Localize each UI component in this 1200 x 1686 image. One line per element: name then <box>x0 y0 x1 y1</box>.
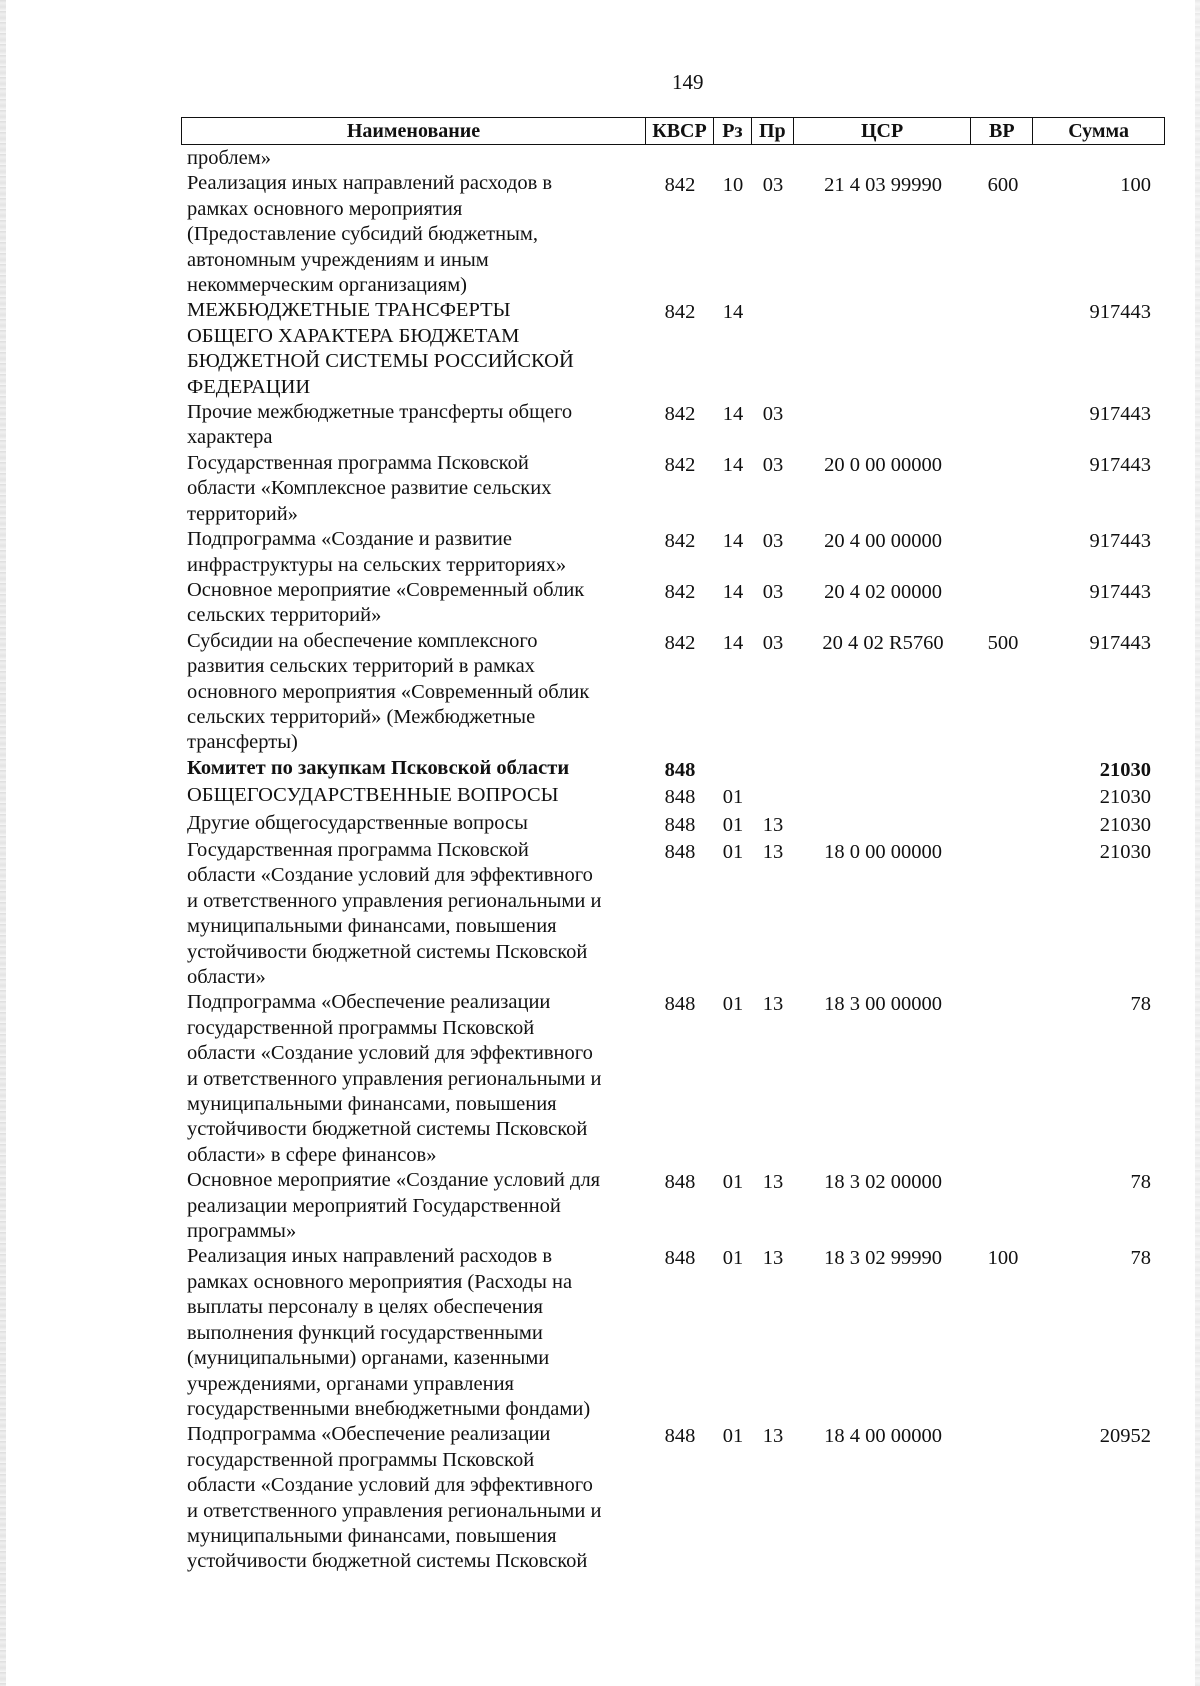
cell-name <box>181 451 646 527</box>
cell-rz: 14 <box>722 580 744 603</box>
cell-name-line: устойчивости бюджетной системы Псковской <box>187 940 588 963</box>
cell-name-line: Государственная программа Псковской <box>187 451 529 474</box>
cell-csr: 18 4 00 00000 <box>824 1425 942 1448</box>
cell-name-line: Прочие межбюджетные трансферты общего <box>187 401 573 424</box>
cell-pr <box>752 298 794 400</box>
cell-name-line: реализации мероприятий Государственной <box>187 1194 561 1217</box>
cell-name-line: Подпрограмма «Создание и развитие <box>187 528 512 551</box>
header-name: Наименование <box>182 118 646 144</box>
cell-csr: 18 3 00 00000 <box>824 993 942 1016</box>
page-number: 149 <box>672 70 704 94</box>
cell-pr: 13 <box>762 1171 784 1194</box>
cell-name <box>181 298 646 400</box>
cell-name-line: области» в сфере финансов» <box>187 1143 437 1166</box>
cell-name-line: выполнения функций государственными <box>187 1321 543 1344</box>
cell-vr <box>972 1168 1034 1244</box>
cell-rz: 01 <box>722 1171 744 1194</box>
cell-vr <box>972 990 1034 1168</box>
cell-name-line: устойчивости бюджетной системы Псковской <box>187 1118 588 1141</box>
cell-name-line: и ответственного управления региональными и <box>187 1067 602 1090</box>
cell-rz: 14 <box>722 631 744 654</box>
cell-name-line: Основное мероприятие «Создание условий для <box>187 1169 601 1192</box>
cell-vr <box>972 756 1034 783</box>
table-row <box>181 783 1165 810</box>
cell-rz: 01 <box>722 1247 744 1270</box>
cell-name-line: Основное мероприятие «Современный облик <box>187 578 585 601</box>
cell-name-line: инфраструктуры на сельских территориях» <box>187 553 567 576</box>
cell-name-line: Другие общегосударственные вопросы <box>187 811 528 834</box>
cell-name-line: устойчивости бюджетной системы Псковской <box>187 1550 588 1573</box>
table-row <box>181 578 1165 629</box>
cell-name <box>181 1422 646 1574</box>
cell-sum: 78 <box>1130 993 1151 1016</box>
cell-name-line: развития сельских территорий в рамках <box>187 655 535 678</box>
cell-kvsr: 848 <box>664 993 696 1016</box>
cell-name <box>181 756 646 783</box>
cell-sum: 917443 <box>1089 580 1151 603</box>
table-row <box>181 838 1165 990</box>
cell-sum: 21030 <box>1099 813 1151 836</box>
cell-sum: 21030 <box>1099 758 1151 781</box>
table-row <box>181 451 1165 527</box>
cell-name-line: ОБЩЕГО ХАРАКТЕРА БЮДЖЕТАМ <box>187 324 520 347</box>
cell-csr: 18 3 02 00000 <box>824 1171 942 1194</box>
cell-name-line: муниципальными финансами, повышения <box>187 1524 557 1547</box>
cell-name-line: трансферты) <box>187 731 298 754</box>
cell-name <box>181 629 646 756</box>
table-row <box>181 146 1165 171</box>
cell-vr <box>972 783 1034 810</box>
cell-name-line: МЕЖБЮДЖЕТНЫЕ ТРАНСФЕРТЫ <box>187 299 511 322</box>
cell-name-line: БЮДЖЕТНОЙ СИСТЕМЫ РОССИЙСКОЙ <box>187 350 574 373</box>
cell-sum <box>1034 146 1165 171</box>
cell-sum: 917443 <box>1089 403 1151 426</box>
cell-name-line: области «Создание условий для эффективного <box>187 1474 593 1497</box>
cell-csr <box>794 400 972 451</box>
cell-name-line: территорий» <box>187 502 298 525</box>
cell-name-line: ФЕДЕРАЦИИ <box>187 375 311 398</box>
table-row <box>181 1168 1165 1244</box>
cell-name-line: и ответственного управления региональными и <box>187 1499 602 1522</box>
cell-kvsr: 842 <box>664 403 696 426</box>
cell-pr: 13 <box>762 840 784 863</box>
cell-rz: 14 <box>722 530 744 553</box>
cell-vr <box>972 838 1034 990</box>
cell-kvsr: 842 <box>664 580 696 603</box>
header-sum: Сумма <box>1068 119 1130 142</box>
cell-kvsr: 848 <box>664 786 696 809</box>
cell-name-line: сельских территорий» <box>187 604 382 627</box>
table-row <box>181 527 1165 578</box>
cell-name <box>181 783 646 810</box>
cell-vr <box>972 578 1034 629</box>
table-row <box>181 298 1165 400</box>
cell-name-line: ОБЩЕГОСУДАРСТВЕННЫЕ ВОПРОСЫ <box>187 784 559 807</box>
cell-sum: 917443 <box>1089 301 1151 324</box>
cell-name-line: Подпрограмма «Обеспечение реализации <box>187 1423 551 1446</box>
cell-sum: 917443 <box>1089 530 1151 553</box>
header-csr: ЦСР <box>794 118 972 144</box>
cell-pr: 03 <box>762 580 784 603</box>
cell-name-line: Реализация иных направлений расходов в <box>187 1245 553 1268</box>
cell-kvsr: 848 <box>664 1425 696 1448</box>
cell-pr <box>752 146 794 171</box>
cell-kvsr: 848 <box>664 1171 696 1194</box>
cell-name-line: программы» <box>187 1220 297 1243</box>
table-row <box>181 756 1165 783</box>
cell-kvsr <box>646 146 714 171</box>
cell-pr <box>752 783 794 810</box>
cell-name <box>181 527 646 578</box>
cell-name <box>181 146 646 171</box>
cell-name-line: автономным учреждениям и иным <box>187 248 489 271</box>
cell-name-line: государственной программы Псковской <box>187 1448 535 1471</box>
cell-vr: 100 <box>987 1247 1019 1270</box>
cell-kvsr: 848 <box>664 813 696 836</box>
cell-csr: 18 0 00 00000 <box>824 840 942 863</box>
cell-pr: 03 <box>762 631 784 654</box>
cell-name-line: (Предоставление субсидий бюджетным, <box>187 223 538 246</box>
table-body <box>181 146 1165 1575</box>
table-row <box>181 811 1165 838</box>
cell-kvsr: 848 <box>664 758 696 781</box>
header-kvsr: КВСР <box>646 118 714 144</box>
cell-vr: 500 <box>987 631 1019 654</box>
cell-rz: 01 <box>722 813 744 836</box>
cell-sum: 21030 <box>1099 840 1151 863</box>
cell-pr <box>752 756 794 783</box>
cell-name-line: Подпрограмма «Обеспечение реализации <box>187 991 551 1014</box>
cell-name-line: муниципальными финансами, повышения <box>187 1093 557 1116</box>
cell-name <box>181 811 646 838</box>
cell-vr <box>972 451 1034 527</box>
cell-kvsr: 848 <box>664 1247 696 1270</box>
cell-name <box>181 1244 646 1422</box>
cell-name <box>181 171 646 298</box>
scan-edge-left <box>0 0 6 1686</box>
cell-vr <box>972 146 1034 171</box>
cell-name-line: государственными внебюджетными фондами) <box>187 1397 591 1420</box>
cell-rz <box>714 756 752 783</box>
cell-rz: 01 <box>722 1425 744 1448</box>
header-pr: Пр <box>752 118 794 144</box>
cell-rz <box>714 146 752 171</box>
cell-pr: 03 <box>762 174 784 197</box>
cell-csr <box>794 146 972 171</box>
cell-pr: 13 <box>762 1425 784 1448</box>
cell-name-line: учреждениями, органами управления <box>187 1372 514 1395</box>
cell-name-line: Комитет по закупкам Псковской области <box>187 756 570 779</box>
cell-name <box>181 1168 646 1244</box>
cell-kvsr: 848 <box>664 840 696 863</box>
cell-name-line: области» <box>187 966 266 988</box>
cell-sum: 917443 <box>1089 453 1151 476</box>
cell-name-line: рамках основного мероприятия (Расходы на <box>187 1270 573 1293</box>
cell-kvsr: 842 <box>664 530 696 553</box>
cell-name <box>181 400 646 451</box>
cell-sum: 21030 <box>1099 786 1151 809</box>
cell-sum: 78 <box>1130 1171 1151 1194</box>
cell-name-line: основного мероприятия «Современный облик <box>187 680 590 703</box>
cell-pr: 13 <box>762 813 784 836</box>
table-row <box>181 990 1165 1168</box>
cell-kvsr: 842 <box>664 453 696 476</box>
cell-name-line: государственной программы Псковской <box>187 1016 535 1039</box>
table-row <box>181 1244 1165 1422</box>
cell-pr: 13 <box>762 1247 784 1270</box>
cell-name-line: рамках основного мероприятия <box>187 197 463 220</box>
cell-name-line: муниципальными финансами, повышения <box>187 915 557 938</box>
cell-rz: 01 <box>722 993 744 1016</box>
cell-name-line: характера <box>187 426 273 449</box>
cell-name-line: области «Комплексное развитие сельских <box>187 477 552 500</box>
cell-rz: 10 <box>722 174 744 197</box>
cell-name-line: Субсидии на обеспечение комплексного <box>187 629 538 652</box>
cell-pr: 03 <box>762 453 784 476</box>
table-row <box>181 171 1165 298</box>
cell-rz: 01 <box>722 840 744 863</box>
cell-csr: 20 4 02 R5760 <box>822 631 944 654</box>
cell-rz: 14 <box>722 453 744 476</box>
cell-csr: 20 0 00 00000 <box>824 453 942 476</box>
table-row <box>181 1422 1165 1574</box>
cell-vr <box>972 1422 1034 1574</box>
cell-vr <box>972 811 1034 838</box>
cell-sum: 100 <box>1120 174 1151 197</box>
cell-rz: 01 <box>722 786 744 809</box>
cell-kvsr: 842 <box>664 301 696 324</box>
cell-name-line: выплаты персоналу в целях обеспечения <box>187 1296 543 1319</box>
header-rz: Рз <box>714 118 752 144</box>
cell-csr <box>794 298 972 400</box>
cell-name-line: Реализация иных направлений расходов в <box>187 172 553 195</box>
cell-vr: 600 <box>987 174 1019 197</box>
cell-kvsr: 842 <box>664 174 696 197</box>
cell-csr: 20 4 00 00000 <box>824 530 942 553</box>
cell-name-line: сельских территорий» (Межбюджетные <box>187 705 536 728</box>
cell-name-line: проблем» <box>187 147 271 169</box>
cell-name-line: Государственная программа Псковской <box>187 838 529 861</box>
cell-csr: 21 4 03 99990 <box>824 174 942 197</box>
cell-name-line: (муниципальными) органами, казенными <box>187 1347 550 1370</box>
table-header <box>181 117 1165 145</box>
cell-rz: 14 <box>722 301 744 324</box>
cell-pr: 03 <box>762 530 784 553</box>
cell-name-line: области «Создание условий для эффективного <box>187 864 593 887</box>
cell-csr <box>794 811 972 838</box>
cell-sum: 78 <box>1130 1247 1151 1270</box>
cell-vr <box>972 400 1034 451</box>
table-row <box>181 629 1165 756</box>
cell-csr: 20 4 02 00000 <box>824 580 942 603</box>
cell-kvsr: 842 <box>664 631 696 654</box>
cell-sum: 20952 <box>1099 1425 1151 1448</box>
cell-name <box>181 990 646 1168</box>
cell-vr <box>972 527 1034 578</box>
cell-name <box>181 578 646 629</box>
table-row <box>181 400 1165 451</box>
cell-name-line: некоммерческим организациям) <box>187 274 467 297</box>
cell-name-line: и ответственного управления региональными и <box>187 889 602 912</box>
cell-csr: 18 3 02 99990 <box>824 1247 942 1270</box>
cell-rz: 14 <box>722 403 744 426</box>
cell-pr: 03 <box>762 403 784 426</box>
cell-sum: 917443 <box>1089 631 1151 654</box>
scan-edge-right <box>1195 0 1200 1686</box>
cell-pr: 13 <box>762 993 784 1016</box>
cell-vr <box>972 298 1034 400</box>
cell-csr <box>794 756 972 783</box>
cell-name-line: области «Создание условий для эффективного <box>187 1042 593 1065</box>
cell-csr <box>794 783 972 810</box>
cell-name <box>181 838 646 990</box>
header-vr: ВР <box>971 118 1033 144</box>
